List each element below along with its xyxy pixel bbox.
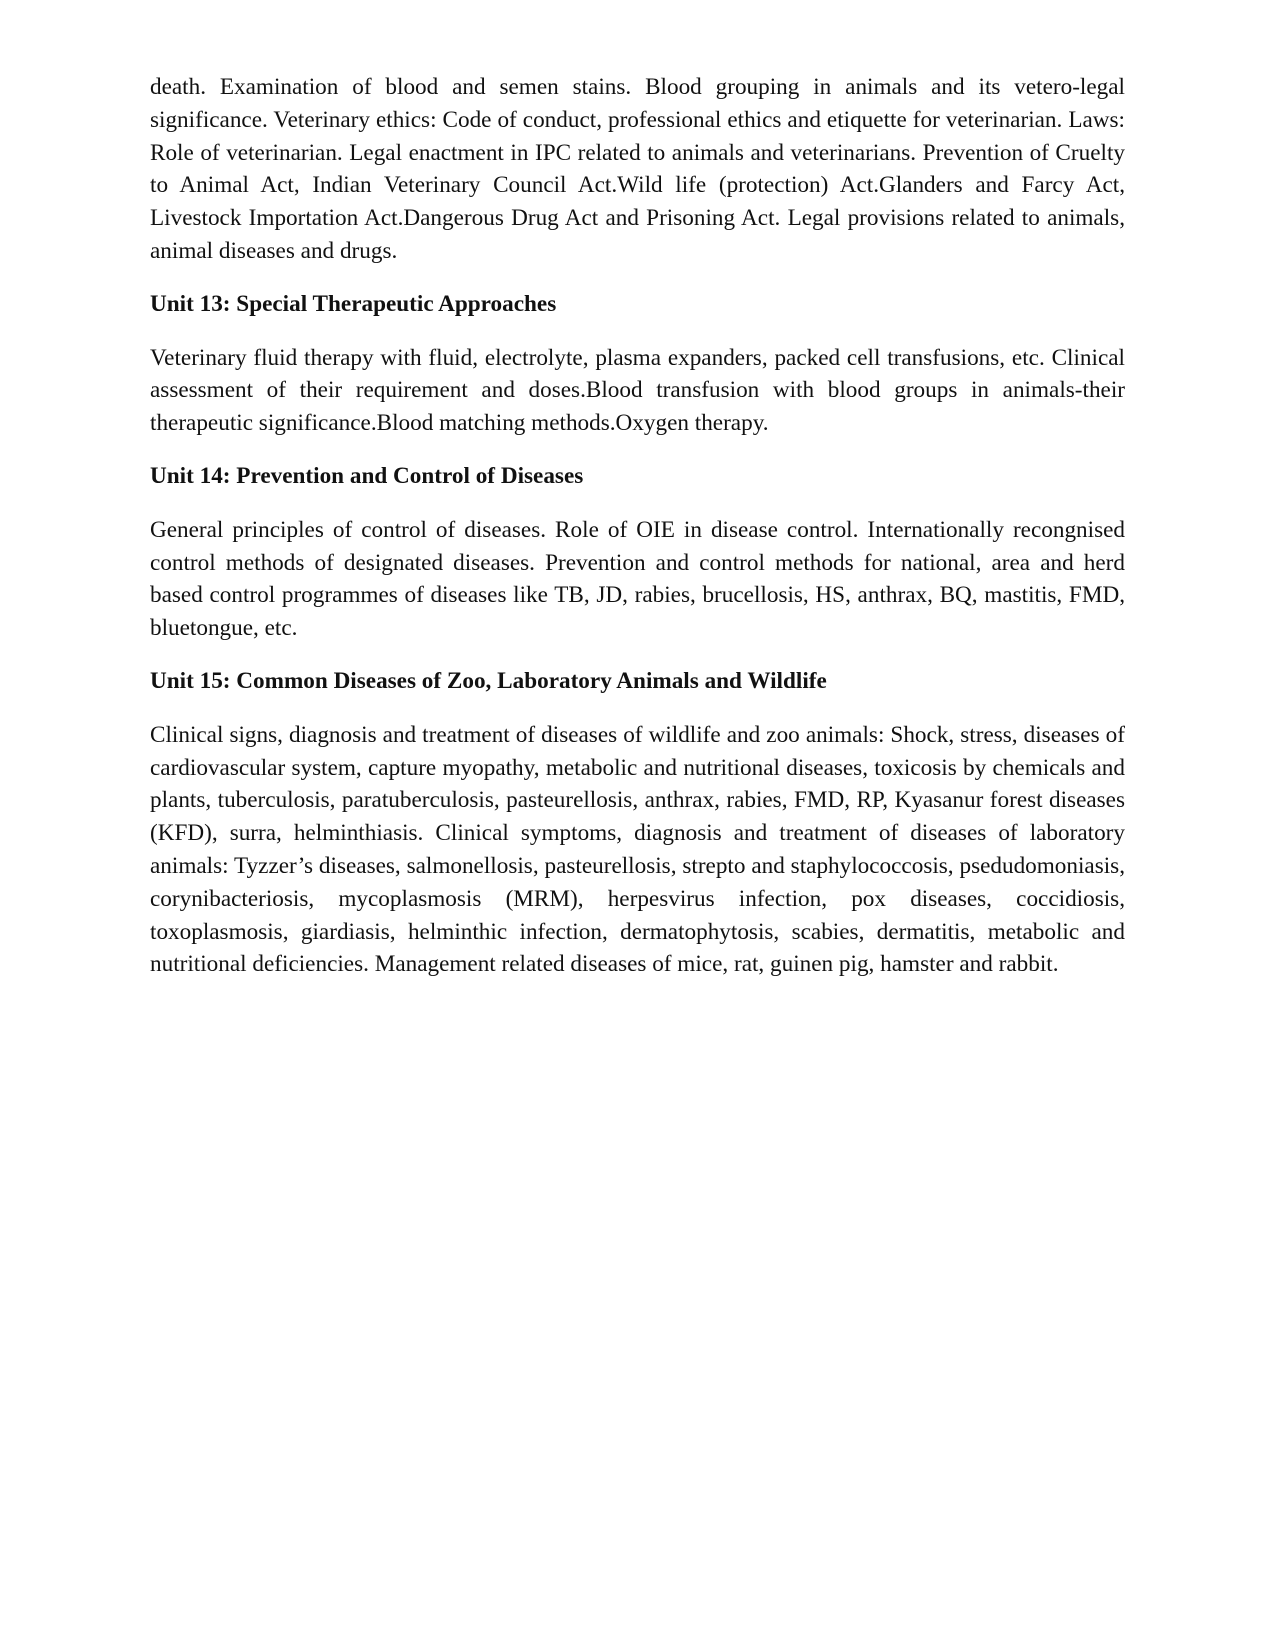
intro-paragraph: death. Examination of blood and semen stains. Blood grouping in animals and its vetero-legal significance. Veterinary ethics: Code of conduct, professional ethics and etiquette for veterinarian. Laws: Role of veterinarian. Legal enactment in IPC related to animals and veterinarians. Prevention of Cruelty to Animal Act, Indian Veterinary Council Act.Wild life (protection) Act.Glanders and Farcy Act, Livestock Importation Act.Dangerous Drug Act and Prisoning Act. Legal provisions related to animals, animal diseases and drugs.: [150, 74, 1125, 264]
unit-15-heading: Unit 15: Common Diseases of Zoo, Laboratory Animals and Wildlife: [150, 667, 827, 694]
unit-13-heading: Unit 13: Special Therapeutic Approaches: [150, 290, 557, 317]
unit-13-body: Veterinary fluid therapy with fluid, electrolyte, plasma expanders, packed cell transfusions, etc. Clinical assessment of their requirement and doses.Blood transfusion with blood groups in animals-their therapeutic significance.Blood matching methods.Oxygen therapy.: [150, 344, 1125, 437]
unit-15-body: Clinical signs, diagnosis and treatment of diseases of wildlife and zoo animals: Shock, stress, diseases of cardiovascular system, capture myopathy, metabolic and nutritional diseases, toxicosis by chemicals and plants, tuberculosis, paratuberculosis, pasteurellosis, anthrax, rabies, FMD, RP, Kyasanur forest diseases (KFD), surra, helminthiasis. Clinical symptoms, diagnosis and treatment of diseases of laboratory animals: Tyzzer’s diseases, salmonellosis, pasteurellosis, strepto and staphylococcosis, psedudomoniasis, corynibacteriosis, mycoplasmosis (MRM), herpesvirus infection, pox diseases, coccidiosis, toxoplasmosis, giardiasis, helminthic infection, dermatophytosis, scabies, dermatitis, metabolic and nutritional deficiencies. Management related diseases of mice, rat, guinen pig, hamster and rabbit.: [150, 721, 1125, 978]
unit-14-heading: Unit 14: Prevention and Control of Diseases: [150, 462, 584, 489]
unit-14-body: General principles of control of diseases. Role of OIE in disease control. Internationally recongnised control methods of designated diseases. Prevention and control methods for national, area and herd based control programmes of diseases like TB, JD, rabies, brucellosis, HS, anthrax, BQ, mastitis, FMD, bluetongue, etc.: [150, 516, 1125, 642]
document-page: [150, 71, 1125, 981]
